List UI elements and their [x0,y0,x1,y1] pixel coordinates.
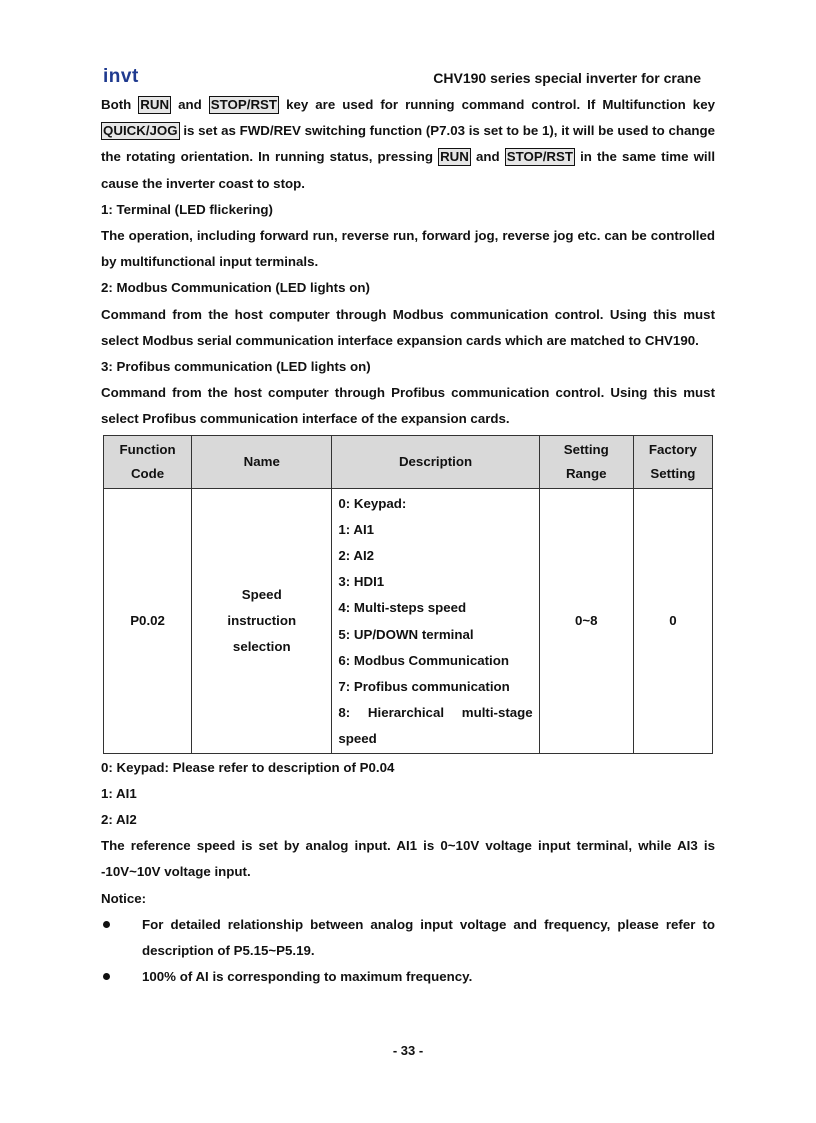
intro-text-6: in the same time will cause the inverter coast to stop. [101,149,716,191]
invt-logo: invt [103,66,139,87]
intro-text-3: key are used for running command control. If Multifunction key [279,97,715,112]
intro-text-5: and [470,149,505,165]
bullet-dot-icon [103,973,110,980]
ai1-label: 1: AI1 [101,785,137,801]
header-name: Name [192,435,332,488]
option-item: 1: AI1 [338,521,375,537]
table-row [104,488,713,753]
notice-bullet [101,912,715,964]
page-number: - 33 - [392,1043,424,1058]
intro-text-2: and [171,97,209,112]
notice-text: 100% of AI is corresponding to maximum frequency. [142,969,473,985]
header-function-code: Function Code [104,435,192,488]
document-page [101,66,715,991]
section-modbus-heading: 2: Modbus Communication (LED lights on) [101,280,370,296]
page-header [101,66,715,92]
section-terminal-text: The operation, including forward run, reverse run, forward jog, reverse jog etc. can be controlled by multifunctional input terminals. [101,228,715,270]
notice-label: Notice: [101,890,147,906]
intro-paragraph [101,92,715,197]
run-key-label-2: RUN [440,149,469,165]
intro-text-1: Both [101,97,139,112]
option-item: 4: Multi-steps speed [338,600,467,616]
option-item: 6: Modbus Communication [338,652,509,668]
quick-jog-key-label: QUICK/JOG [103,123,178,139]
option-item: 3: HDI1 [338,574,385,590]
notice-text: For detailed relationship between analog input voltage and frequency, please refer to description of P5.15~P5.19. [142,916,715,959]
after-table-body [101,755,715,991]
option-item: 7: Profibus communication [338,679,510,695]
section-terminal-heading: 1: Terminal (LED flickering) [101,201,273,217]
header-description: Description [332,435,539,488]
section-profibus-heading: 3: Profibus communication (LED lights on) [101,359,371,375]
cell-name: Speed instruction selection [192,488,332,753]
parameter-table [103,435,713,754]
stop-rst-key-label-2: STOP/RST [506,149,573,165]
ai2-label: 2: AI2 [101,812,137,828]
reference-paragraph: The reference speed is set by analog input. AI1 is 0~10V voltage input terminal, while AI3 is -10V~10V voltage input. [101,838,715,880]
header-setting-range: Setting Range [539,435,633,488]
run-key-label: RUN [140,97,170,112]
cell-setting-range: 0~8 [539,488,633,753]
cell-description [332,488,539,753]
table-header-row [104,435,713,488]
option-item: 2: AI2 [338,548,375,564]
document-body [101,92,715,433]
section-profibus-text: Command from the host computer through Profibus communication control. Using this must select Profibus communication interface of the expansion cards. [101,385,715,427]
header-factory-setting: Factory Setting [633,435,712,488]
notice-bullet [101,964,715,990]
header-title: CHV190 series special inverter for crane [433,70,701,86]
option-item: 8: Hierarchical multi-stage speed [338,705,533,747]
section-modbus-text: Command from the host computer through Modbus communication control. Using this must select Modbus serial communication interface expansion cards which are matched to CHV190. [101,306,715,348]
bullet-dot-icon [103,921,110,928]
cell-function-code: P0.02 [104,488,192,753]
cell-factory-setting: 0 [633,488,712,753]
stop-rst-key-label: STOP/RST [210,97,278,112]
option-item: 0: Keypad: [338,495,407,511]
intro-text-4: is set as FWD/REV switching function (P7.03 is set to be 1), it will be used to change the rotating orientation. In running status, pressing [101,123,715,165]
keypad-note: 0: Keypad: Please refer to description of P0.04 [101,759,395,775]
option-item: 5: UP/DOWN terminal [338,626,474,642]
